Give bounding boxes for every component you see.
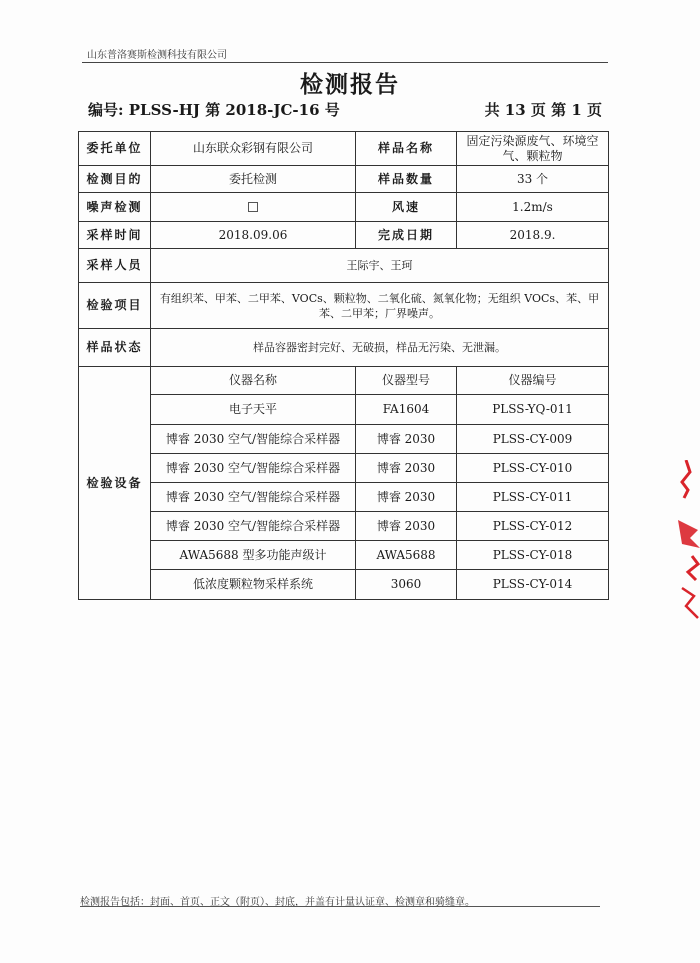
- sampling-time-label: 采样时间: [79, 222, 151, 249]
- equipment-row: [79, 512, 609, 541]
- equipment-row: [79, 395, 609, 425]
- equipment-name: 博睿 2030 空气/智能综合采样器: [151, 425, 356, 454]
- purpose-value: 委托检测: [151, 166, 356, 193]
- completion-date-label: 完成日期: [356, 222, 457, 249]
- client-value: 山东联众彩钢有限公司: [151, 132, 356, 166]
- state-label: 样品状态: [79, 329, 151, 367]
- sample-qty-label: 样品数量: [356, 166, 457, 193]
- equipment-row: [79, 541, 609, 570]
- equipment-row: [79, 570, 609, 600]
- equipment-code: PLSS-CY-011: [457, 483, 609, 512]
- equipment-name: AWA5688 型多功能声级计: [151, 541, 356, 570]
- personnel-value: 王际宇、王珂: [151, 249, 609, 283]
- equipment-name: 博睿 2030 空气/智能综合采样器: [151, 483, 356, 512]
- sample-qty-value: 33 个: [457, 166, 609, 193]
- equipment-row: [79, 454, 609, 483]
- equipment-header-row: [79, 367, 609, 395]
- equipment-model: AWA5688: [356, 541, 457, 570]
- equipment-row: [79, 425, 609, 454]
- equipment-name: 博睿 2030 空气/智能综合采样器: [151, 512, 356, 541]
- equipment-label: 检验设备: [79, 367, 151, 600]
- table-row: [79, 166, 609, 193]
- noise-checkbox-cell: [151, 193, 356, 222]
- state-value: 样品容器密封完好、无破损，样品无污染、无泄漏。: [151, 329, 609, 367]
- footer-divider: [80, 906, 600, 907]
- page-title: 检测报告: [300, 71, 400, 98]
- noise-label: 噪声检测: [79, 193, 151, 222]
- table-row: [79, 132, 609, 166]
- equipment-name: 低浓度颗粒物采样系统: [151, 570, 356, 600]
- header-divider: [82, 62, 608, 63]
- equipment-code: PLSS-CY-018: [457, 541, 609, 570]
- items-value: 有组织苯、甲苯、二甲苯、VOCs、颗粒物、二氧化硫、氮氧化物；无组织 VOCs、苯、甲苯、二甲苯；厂界噪声。: [151, 283, 609, 329]
- equipment-header-name: 仪器名称: [151, 367, 356, 395]
- sample-name-value: 固定污染源废气、环境空气、颗粒物: [457, 132, 609, 166]
- items-label: 检验项目: [79, 283, 151, 329]
- purpose-label: 检测目的: [79, 166, 151, 193]
- report-number: 编号: PLSS-HJ 第 2018-JC-16 号: [88, 101, 340, 119]
- table-row: [79, 249, 609, 283]
- table-row: [79, 222, 609, 249]
- equipment-code: PLSS-CY-012: [457, 512, 609, 541]
- report-info-table: [78, 131, 609, 600]
- equipment-model: 博睿 2030: [356, 512, 457, 541]
- page-count: 共 13 页 第 1 页: [484, 101, 602, 119]
- equipment-name: 博睿 2030 空气/智能综合采样器: [151, 454, 356, 483]
- seal-stamp-fragment: [668, 460, 700, 630]
- wind-label: 风速: [356, 193, 457, 222]
- equipment-model: 博睿 2030: [356, 483, 457, 512]
- equipment-model: 博睿 2030: [356, 454, 457, 483]
- completion-date-value: 2018.9.: [457, 222, 609, 249]
- equipment-code: PLSS-CY-009: [457, 425, 609, 454]
- equipment-model: 3060: [356, 570, 457, 600]
- noise-checkbox: [248, 202, 258, 212]
- table-row: [79, 283, 609, 329]
- equipment-name: 电子天平: [151, 395, 356, 425]
- table-row: [79, 193, 609, 222]
- equipment-header-model: 仪器型号: [356, 367, 457, 395]
- footer-note: 检测报告包括：封面、首页、正文（附页）、封底，并盖有计量认证章、检测章和骑缝章。: [80, 897, 475, 908]
- equipment-model: 博睿 2030: [356, 425, 457, 454]
- sample-name-label: 样品名称: [356, 132, 457, 166]
- wind-value: 1.2m/s: [457, 193, 609, 222]
- table-row: [79, 329, 609, 367]
- company-name: 山东普洛赛斯检测科技有限公司: [87, 50, 227, 61]
- personnel-label: 采样人员: [79, 249, 151, 283]
- equipment-model: FA1604: [356, 395, 457, 425]
- client-label: 委托单位: [79, 132, 151, 166]
- equipment-code: PLSS-CY-014: [457, 570, 609, 600]
- equipment-header-code: 仪器编号: [457, 367, 609, 395]
- sampling-time-value: 2018.09.06: [151, 222, 356, 249]
- equipment-code: PLSS-YQ-011: [457, 395, 609, 425]
- equipment-row: [79, 483, 609, 512]
- equipment-code: PLSS-CY-010: [457, 454, 609, 483]
